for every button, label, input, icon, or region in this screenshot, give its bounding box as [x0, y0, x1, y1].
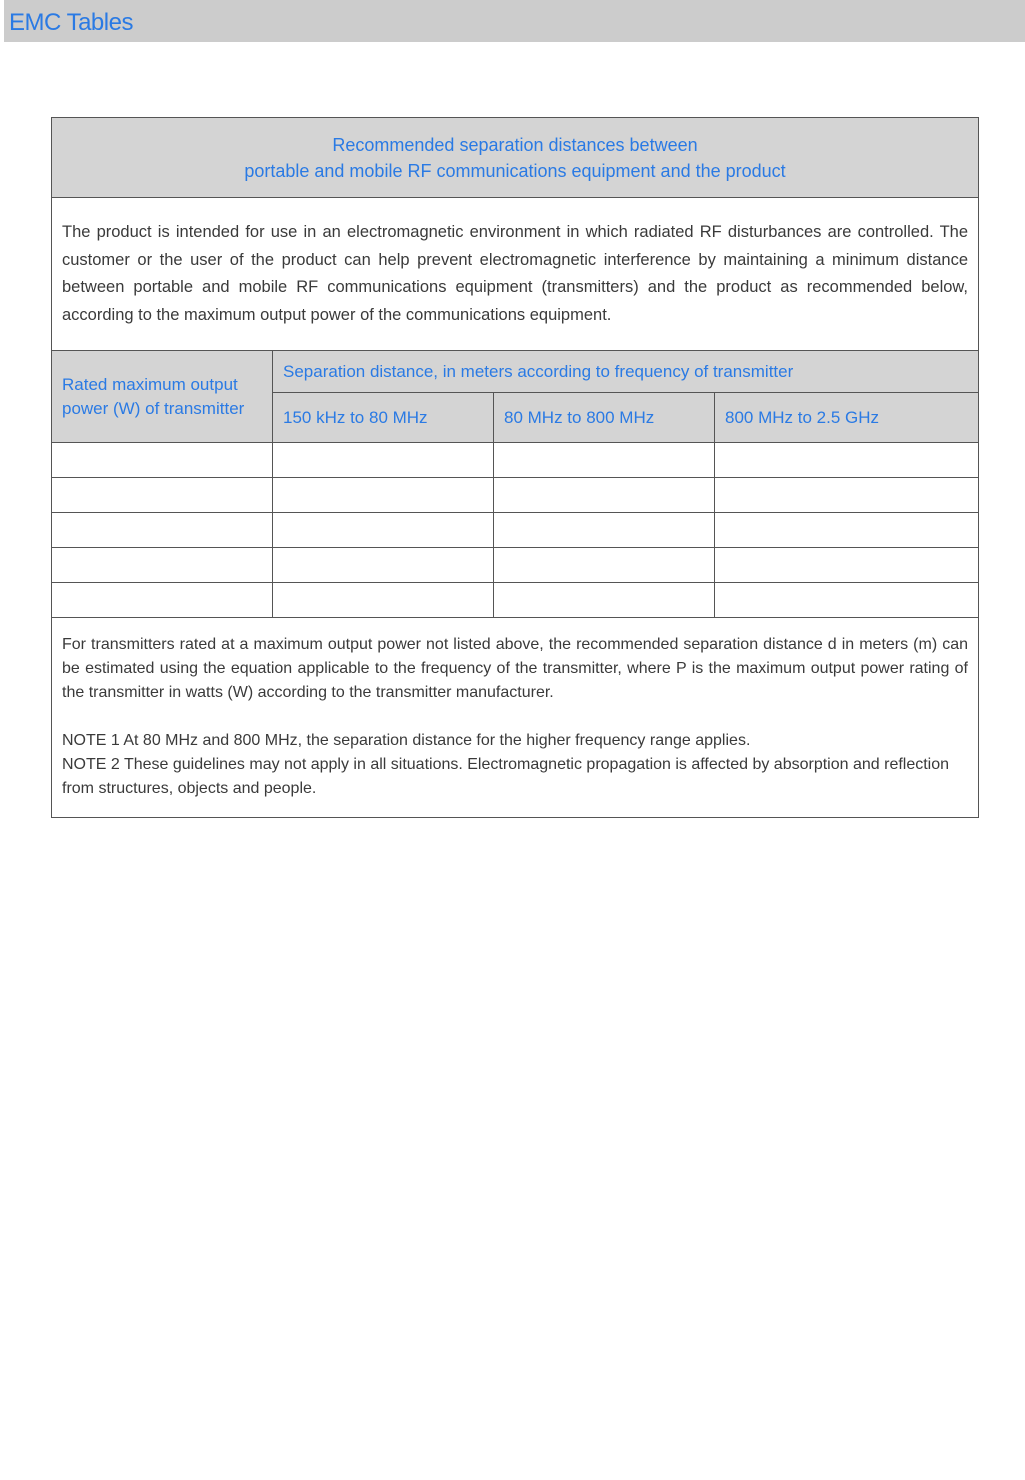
- table-cell: [52, 513, 273, 548]
- table-cell: [715, 548, 979, 583]
- header-separation-distance: Separation distance, in meters according to frequency of transmitter: [273, 351, 979, 393]
- table-cell: [494, 548, 715, 583]
- note-2: NOTE 2 These guidelines may not apply in all situations. Electromagnetic propagation is affected by absorption and reflection from structures, objects and people.: [62, 756, 950, 797]
- header-freq-range-3: 800 MHz to 2.5 GHz: [715, 393, 979, 443]
- table-cell: [273, 443, 494, 478]
- footer-paragraph: For transmitters rated at a maximum output power not listed above, the recommended separation distance d in meters (m) can be estimated using the equation applicable to the frequency of the transmitter, where P is the maximum output power rating of the transmitter in watts (W) according to the transmitter manufacturer.: [62, 636, 968, 701]
- table-intro-text: The product is intended for use in an electromagnetic environment in which radiated RF disturbances are controlled. The customer or the user of the product can help prevent electromagnetic interference by maintaining a minimum distance between portable and mobile RF communications equipment (transmitters) and the product as recommended below, according to the maximum output power of the communications equipment.: [52, 198, 979, 351]
- table-cell: [52, 583, 273, 618]
- note-1: NOTE 1 At 80 MHz and 800 MHz, the separation distance for the higher frequency range applies.: [62, 732, 751, 749]
- table-cell: [715, 513, 979, 548]
- table-cell: [494, 583, 715, 618]
- table-cell: [52, 478, 273, 513]
- table-cell: [52, 548, 273, 583]
- table-cell: [273, 513, 494, 548]
- header-freq-range-2: 80 MHz to 800 MHz: [494, 393, 715, 443]
- header-freq-range-1: 150 kHz to 80 MHz: [273, 393, 494, 443]
- table-cell: [715, 443, 979, 478]
- table-title-line2: portable and mobile RF communications equipment and the product: [244, 160, 786, 181]
- table-title: [52, 118, 979, 198]
- table-title-line1: Recommended separation distances between: [332, 134, 698, 155]
- table-cell: [273, 583, 494, 618]
- table-cell: [494, 443, 715, 478]
- table-cell: [715, 478, 979, 513]
- table-notes: [52, 618, 979, 818]
- table-row: [52, 478, 979, 513]
- header-rated-power: Rated maximum output power (W) of transmitter: [52, 351, 273, 443]
- notes-spacer: [62, 705, 968, 729]
- table-cell: [715, 583, 979, 618]
- table-cell: [273, 478, 494, 513]
- table-cell: [494, 478, 715, 513]
- table-row: [52, 513, 979, 548]
- table-cell: [52, 443, 273, 478]
- table-row: [52, 443, 979, 478]
- page-header-bar: [4, 0, 1025, 42]
- table-row: [52, 583, 979, 618]
- table-row: [52, 548, 979, 583]
- table-cell: [494, 513, 715, 548]
- separation-distance-table: [51, 117, 979, 818]
- table-cell: [273, 548, 494, 583]
- page-title: EMC Tables: [9, 9, 133, 36]
